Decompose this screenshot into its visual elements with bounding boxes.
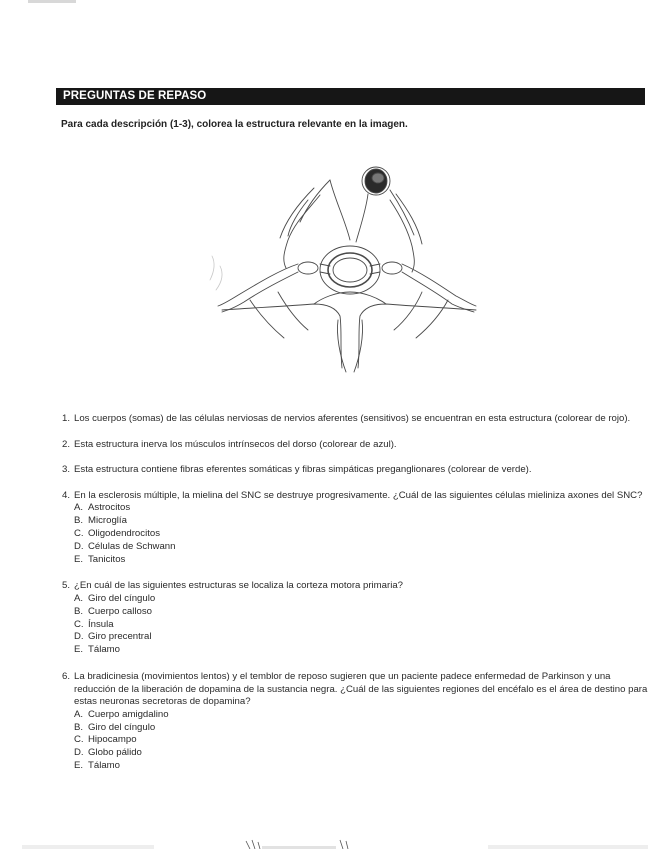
spinal-nerve-left [218, 264, 298, 306]
option-letter: A. [74, 708, 84, 720]
option-letter: B. [74, 605, 84, 617]
option-text: Globo pálido [88, 747, 142, 759]
option-text: Cuerpo amigdalino [88, 708, 169, 720]
answer-option[interactable] [74, 709, 648, 722]
option-text: Giro del cíngulo [88, 592, 156, 604]
question-text: ¿En cuál de las siguientes estructuras se localiza la corteza motora primaria? [74, 580, 404, 592]
question-6 [56, 671, 648, 773]
option-text: Ínsula [88, 618, 114, 630]
question-4 [56, 490, 648, 567]
option-text: Giro precentral [88, 631, 152, 643]
question-3 [56, 464, 648, 477]
option-text: Microglía [88, 515, 127, 527]
question-number: 2. [61, 438, 70, 450]
answer-option[interactable] [74, 747, 648, 760]
scan-corner-mark [28, 0, 76, 3]
answer-option[interactable] [74, 734, 648, 747]
instruction-text: Para cada descripción (1-3), colorea la estructura relevante en la imagen. [61, 119, 408, 130]
question-text: Esta estructura contiene fibras eferentes somáticas y fibras simpáticas preganglionares (colorear de verde). [74, 464, 532, 476]
option-text: Hipocampo [88, 734, 137, 746]
question-text: En la esclerosis múltiple, la mielina del SNC se destruye progresivamente. ¿Cuál de las siguientes células mieliniza axones del SNC? [74, 489, 643, 501]
answer-option[interactable] [74, 554, 648, 567]
answer-option[interactable] [74, 502, 648, 515]
question-text: Los cuerpos (somas) de las células nerviosas de nervios aferentes (sensitivos) se encuentran en esta estructura (colorear de rojo). [74, 413, 631, 424]
answer-option[interactable] [74, 528, 648, 541]
question-5 [56, 580, 648, 657]
option-text: Giro del cíngulo [88, 721, 156, 733]
answer-option[interactable] [74, 760, 648, 773]
option-letter: C. [74, 734, 84, 746]
answer-options [56, 709, 648, 773]
option-text: Oligodendrocitos [88, 527, 160, 539]
question-number: 4. [61, 489, 70, 501]
option-letter: C. [74, 527, 84, 539]
answer-option[interactable] [74, 644, 648, 657]
option-text: Astrocitos [88, 502, 131, 514]
question-text: La bradicinesia (movimientos lentos) y el temblor de reposo sugieren que un paciente padece enfermedad de Parkinson y una reducción de la liberación de dopamina de la sustancia negra. ¿Cuál de las siguientes regiones del encéfalo es el área de destino para estas neuronas secretoras de dopamina? [74, 670, 648, 708]
answer-option[interactable] [74, 631, 648, 644]
answer-options [56, 593, 648, 657]
option-letter: B. [74, 515, 84, 527]
option-letter: A. [74, 592, 84, 604]
question-number: 3. [61, 464, 70, 476]
spinal-cord-figure [190, 160, 480, 375]
question-number: 5. [61, 580, 70, 592]
answer-option[interactable] [74, 619, 648, 632]
answer-option[interactable] [74, 722, 648, 735]
option-letter: D. [74, 540, 84, 552]
question-text: Esta estructura inerva los músculos intrínsecos del dorso (colorear de azul). [74, 438, 397, 450]
answer-option[interactable] [74, 606, 648, 619]
scan-bottom-edge [0, 836, 669, 848]
option-letter: B. [74, 721, 84, 733]
answer-option[interactable] [74, 515, 648, 528]
question-number: 6. [61, 670, 70, 682]
option-letter: D. [74, 631, 84, 643]
question-2 [56, 439, 648, 452]
option-letter: A. [74, 502, 84, 514]
answer-option[interactable] [74, 541, 648, 554]
option-text: Tálamo [88, 759, 120, 771]
option-text: Células de Schwann [88, 540, 176, 552]
answer-options [56, 502, 648, 566]
question-number: 1. [61, 413, 70, 424]
spinous-process [330, 180, 368, 242]
option-text: Tanicitos [88, 553, 126, 565]
option-letter: E. [74, 553, 84, 565]
section-header: PREGUNTAS DE REPASO [56, 88, 645, 105]
question-list [56, 413, 648, 773]
option-letter: E. [74, 759, 84, 771]
option-text: Tálamo [88, 644, 120, 656]
dorsal-root-ganglion-left [298, 262, 318, 274]
option-letter: C. [74, 618, 84, 630]
option-letter: D. [74, 747, 84, 759]
option-letter: E. [74, 644, 84, 656]
answer-option[interactable] [74, 593, 648, 606]
option-text: Cuerpo calloso [88, 605, 152, 617]
dorsal-root-ganglion-right [382, 262, 402, 274]
question-1 [56, 413, 648, 426]
